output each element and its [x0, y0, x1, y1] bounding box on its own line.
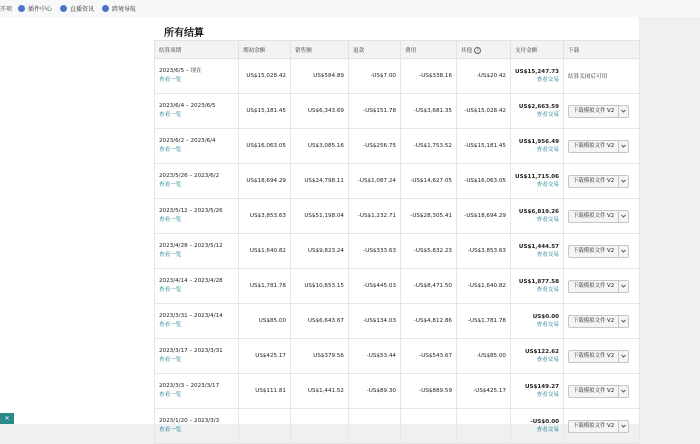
table-row	[155, 129, 640, 164]
cell-download	[564, 234, 640, 269]
cell-period	[155, 304, 239, 339]
cell-fees: -US$28,305.41	[401, 199, 457, 234]
cell-refunds: -US$53.44	[349, 339, 401, 374]
help-icon[interactable]: ?	[474, 47, 481, 54]
cell-refunds	[349, 409, 401, 444]
view-transactions-link[interactable]: 查看交易	[536, 77, 559, 83]
cell-payout	[511, 374, 564, 409]
table-row	[155, 59, 640, 94]
download-button[interactable]: 下载模拟文件 V2	[573, 142, 615, 149]
col-header-fees: 费用	[401, 41, 457, 59]
close-icon[interactable]: ✕	[0, 413, 14, 424]
table-header-row	[155, 41, 640, 59]
col-header-other-label: 其他	[461, 47, 473, 54]
bookmark-item[interactable]	[0, 4, 12, 13]
cell-sales: US$6,343.69	[291, 94, 349, 129]
view-transactions-link[interactable]: 查看交易	[536, 357, 559, 363]
col-header-download: 下载	[564, 41, 640, 59]
chevron-down-icon[interactable]	[618, 246, 628, 257]
payout-amount: US$15,247.73	[515, 69, 559, 75]
cell-opening: US$85.00	[239, 304, 291, 339]
cell-period	[155, 129, 239, 164]
cell-download	[564, 374, 640, 409]
payout-amount: US$1,956.49	[518, 139, 559, 145]
bookmark-label: 跨境导航	[112, 6, 137, 13]
cell-fees: -US$1,753.52	[401, 129, 457, 164]
cell-sales: US$379.56	[291, 339, 349, 374]
period-text: 2023/3/31 – 2023/4/14	[159, 313, 223, 319]
settlements-panel	[154, 17, 639, 433]
period-text: 2023/4/28 – 2023/5/12	[159, 243, 223, 249]
globe-icon	[18, 5, 25, 12]
table-row	[155, 304, 640, 339]
cell-sales: US$51,198.04	[291, 199, 349, 234]
cell-period	[155, 339, 239, 374]
cell-other	[457, 409, 511, 444]
cell-download	[564, 304, 640, 339]
cell-download	[564, 269, 640, 304]
download-button[interactable]: 下载模拟文件 V2	[573, 352, 615, 359]
download-button-group	[568, 175, 629, 188]
view-all-link[interactable]: 查看一览	[159, 392, 182, 398]
cell-sales: US$9,823.24	[291, 234, 349, 269]
download-button[interactable]: 下载模拟文件 V2	[573, 177, 615, 184]
view-transactions-link[interactable]: 查看交易	[536, 182, 559, 188]
chevron-down-icon[interactable]	[618, 106, 628, 117]
cell-other: -US$15,181.45	[457, 129, 511, 164]
period-text: 2023/3/3 – 2023/3/17	[159, 383, 220, 389]
bookmark-item[interactable]	[102, 4, 136, 13]
col-header-other	[457, 41, 511, 59]
cell-period	[155, 409, 239, 444]
payout-amount: US$6,819.26	[518, 209, 559, 215]
table-row	[155, 164, 640, 199]
globe-icon	[60, 5, 67, 12]
cell-payout	[511, 199, 564, 234]
chevron-down-icon[interactable]	[618, 421, 628, 432]
payout-amount: US$1,444.57	[518, 244, 559, 250]
cell-sales: US$1,441.52	[291, 374, 349, 409]
cell-refunds: -US$333.63	[349, 234, 401, 269]
view-all-link[interactable]: 查看一览	[159, 252, 182, 258]
cell-opening	[239, 409, 291, 444]
download-button[interactable]: 下载模拟文件 V2	[573, 282, 615, 289]
period-text: 2023/5/26 – 2023/6/2	[159, 173, 220, 179]
table-row	[155, 234, 640, 269]
view-transactions-link[interactable]: 查看交易	[536, 287, 559, 293]
cell-sales: US$6,643.67	[291, 304, 349, 339]
payout-amount: US$0.00	[532, 314, 559, 320]
cell-payout	[511, 94, 564, 129]
left-margin	[0, 17, 154, 424]
page-title: 所有结算	[164, 28, 204, 39]
cell-refunds: -US$7.00	[349, 59, 401, 94]
bookmarks-bar	[0, 0, 700, 17]
view-transactions-link[interactable]: 查看交易	[536, 322, 559, 328]
cell-payout	[511, 164, 564, 199]
period-text: 2023/1/20 – 2023/3/3	[159, 418, 220, 424]
cell-payout	[511, 269, 564, 304]
cell-opening: US$1,781.78	[239, 269, 291, 304]
cell-opening: US$16,063.05	[239, 129, 291, 164]
cell-other: -US$3,853.63	[457, 234, 511, 269]
period-text: 2023/3/17 – 2023/3/31	[159, 348, 223, 354]
download-button[interactable]: 下载模拟文件 V2	[573, 212, 615, 219]
cell-period	[155, 164, 239, 199]
cell-download	[564, 409, 640, 444]
table-row	[155, 374, 640, 409]
cell-fees: -US$889.59	[401, 374, 457, 409]
cell-period	[155, 59, 239, 94]
download-button[interactable]: 下载模拟文件 V2	[573, 317, 615, 324]
cell-download	[564, 129, 640, 164]
cell-other: -US$16,063.05	[457, 164, 511, 199]
cell-other: -US$1,640.82	[457, 269, 511, 304]
cell-opening: US$3,853.63	[239, 199, 291, 234]
cell-refunds: -US$445.03	[349, 269, 401, 304]
payout-amount: US$149.27	[524, 384, 559, 390]
cell-refunds: -US$151.78	[349, 94, 401, 129]
chevron-down-icon[interactable]	[618, 281, 628, 292]
chevron-down-icon[interactable]	[618, 211, 628, 222]
cell-fees: -US$8,471.50	[401, 269, 457, 304]
view-transactions-link[interactable]: 查看交易	[536, 147, 559, 153]
col-header-refunds: 退款	[349, 41, 401, 59]
view-all-link[interactable]: 查看一览	[159, 357, 182, 363]
cell-payout	[511, 234, 564, 269]
cell-refunds: -US$1,087.24	[349, 164, 401, 199]
cell-payout	[511, 409, 564, 444]
cell-other: -US$425.17	[457, 374, 511, 409]
table-row	[155, 199, 640, 234]
bookmark-label: 开项	[0, 6, 13, 13]
globe-icon	[102, 5, 109, 12]
download-button-group	[568, 105, 629, 118]
cell-other: -US$20.42	[457, 59, 511, 94]
chevron-down-icon[interactable]	[618, 316, 628, 327]
col-header-sales: 销售额	[291, 41, 349, 59]
cell-download	[564, 199, 640, 234]
cell-fees: -US$5,832.23	[401, 234, 457, 269]
cell-payout	[511, 304, 564, 339]
cell-other: -US$18,694.29	[457, 199, 511, 234]
cell-download	[564, 94, 640, 129]
cell-fees: -US$543.67	[401, 339, 457, 374]
cell-payout	[511, 339, 564, 374]
view-transactions-link[interactable]: 查看交易	[536, 427, 559, 433]
download-button-group	[568, 350, 629, 363]
view-transactions-link[interactable]: 查看交易	[536, 392, 559, 398]
chevron-down-icon[interactable]	[618, 141, 628, 152]
cell-refunds: -US$134.03	[349, 304, 401, 339]
cell-period	[155, 269, 239, 304]
payout-amount: US$122.62	[524, 349, 559, 355]
cell-opening: US$15,028.42	[239, 59, 291, 94]
table-row	[155, 409, 640, 444]
cell-sales: US$10,653.15	[291, 269, 349, 304]
cell-opening: US$1,640.82	[239, 234, 291, 269]
bookmark-item[interactable]	[18, 4, 52, 13]
view-all-link[interactable]: 查看一览	[159, 147, 182, 153]
cell-download	[564, 339, 640, 374]
download-button[interactable]: 下载模拟文件 V2	[573, 387, 615, 394]
view-transactions-link[interactable]: 查看交易	[536, 217, 559, 223]
view-all-link[interactable]: 查看一览	[159, 112, 182, 118]
download-button-group	[568, 420, 629, 433]
period-text: 2023/4/14 – 2023/4/28	[159, 278, 223, 284]
cell-refunds: -US$1,232.71	[349, 199, 401, 234]
table-row	[155, 269, 640, 304]
col-header-payout: 支付金额	[511, 41, 564, 59]
table-row	[155, 339, 640, 374]
cell-fees: -US$3,681.35	[401, 94, 457, 129]
cell-refunds: -US$256.75	[349, 129, 401, 164]
status-text: 结算关闭后可用	[568, 74, 608, 80]
cell-payout	[511, 59, 564, 94]
payout-amount: US$2,663.59	[518, 104, 559, 110]
download-button-group	[568, 280, 629, 293]
view-all-link[interactable]: 查看一览	[159, 182, 182, 188]
download-button-group	[568, 245, 629, 258]
cell-fees: -US$4,812.86	[401, 304, 457, 339]
cell-opening: US$425.17	[239, 339, 291, 374]
col-header-opening: 期初余额	[239, 41, 291, 59]
cell-other: -US$1,781.78	[457, 304, 511, 339]
period-text: 2023/5/12 – 2023/5/26	[159, 208, 223, 214]
chevron-down-icon[interactable]	[618, 386, 628, 397]
col-header-period: 结算周期	[155, 41, 239, 59]
period-text: 2023/6/2 – 2023/6/4	[159, 138, 216, 144]
view-all-link[interactable]: 查看一览	[159, 217, 182, 223]
download-button[interactable]: 下载模拟文件 V2	[573, 247, 615, 254]
period-text: 2023/6/4 – 2023/6/5	[159, 103, 216, 109]
cell-period	[155, 374, 239, 409]
cell-opening: US$15,181.45	[239, 94, 291, 129]
cell-fees: -US$338.16	[401, 59, 457, 94]
download-button[interactable]: 下载模拟文件 V2	[573, 422, 615, 429]
cell-fees	[401, 409, 457, 444]
view-transactions-link[interactable]: 查看交易	[536, 112, 559, 118]
cell-payout	[511, 129, 564, 164]
view-all-link[interactable]: 查看一览	[159, 77, 182, 83]
cell-period	[155, 94, 239, 129]
period-text: 2023/6/5 – 现在	[159, 68, 202, 74]
cell-period	[155, 199, 239, 234]
cell-refunds: -US$89.30	[349, 374, 401, 409]
table-row	[155, 94, 640, 129]
download-button-group	[568, 140, 629, 153]
cell-sales: US$584.89	[291, 59, 349, 94]
cell-sales: US$24,798.11	[291, 164, 349, 199]
bookmark-label: 插件中心	[28, 6, 53, 13]
view-all-link[interactable]: 查看一览	[159, 322, 182, 328]
download-button-group	[568, 315, 629, 328]
bookmark-label: 直播资讯	[70, 6, 95, 13]
payout-amount: US$11,715.06	[515, 174, 559, 180]
chevron-down-icon[interactable]	[618, 351, 628, 362]
cell-other: -US$85.00	[457, 339, 511, 374]
cell-sales	[291, 409, 349, 444]
cell-sales: US$3,085.16	[291, 129, 349, 164]
payout-amount: -US$0.00	[530, 419, 559, 425]
cell-other: -US$15,028.42	[457, 94, 511, 129]
payout-amount: US$1,877.58	[518, 279, 559, 285]
download-button[interactable]: 下载模拟文件 V2	[573, 107, 615, 114]
settlements-table	[154, 40, 640, 444]
cell-download	[564, 164, 640, 199]
chevron-down-icon[interactable]	[618, 176, 628, 187]
cell-download	[564, 59, 640, 94]
view-all-link[interactable]: 查看一览	[159, 287, 182, 293]
cell-period	[155, 234, 239, 269]
download-button-group	[568, 210, 629, 223]
cell-opening: US$18,694.29	[239, 164, 291, 199]
cell-fees: -US$14,627.05	[401, 164, 457, 199]
view-transactions-link[interactable]: 查看交易	[536, 252, 559, 258]
view-all-link[interactable]: 查看一览	[159, 427, 182, 433]
download-button-group	[568, 385, 629, 398]
cell-opening: US$111.81	[239, 374, 291, 409]
bookmark-item[interactable]	[60, 4, 94, 13]
right-margin	[639, 17, 700, 424]
